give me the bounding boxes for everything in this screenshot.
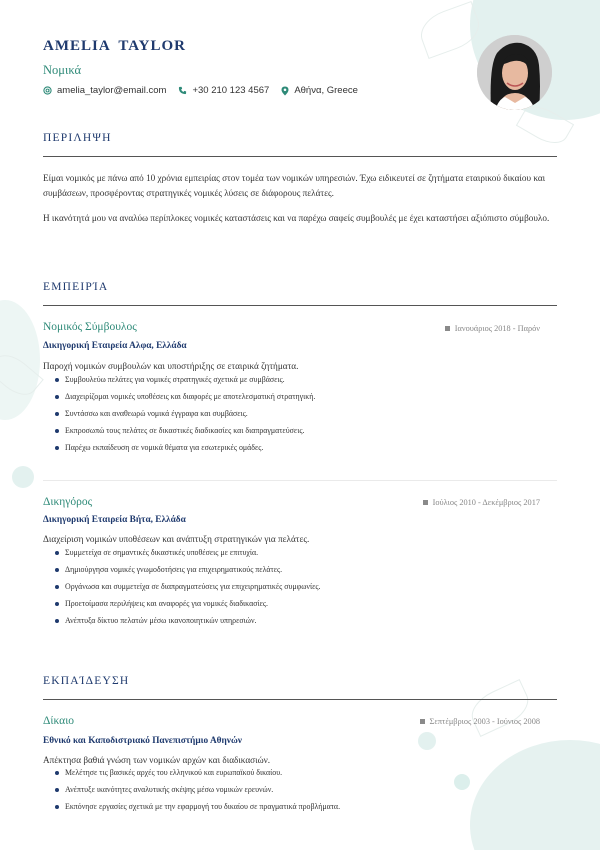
- decor-dot-left: [12, 466, 34, 488]
- list-item: Εκπροσωπώ τους πελάτες σε δικαστικές διαδικασίες και διαπραγματεύσεις.: [55, 425, 315, 442]
- avatar-image: [477, 35, 552, 110]
- list-item: Διαχειρίζομαι νομικές υποθέσεις και διαφορές με αποτελεσματική στρατηγική.: [55, 391, 315, 408]
- job-company: Δικηγορική Εταιρεία Αλφα, Ελλάδα: [43, 341, 187, 351]
- section-title-education: ΕΚΠΑΊΔΕΥΣΗ: [43, 675, 130, 687]
- list-item: Μελέτησε τις βασικές αρχές του ελληνικού και ευρωπαϊκού δικαίου.: [55, 767, 340, 784]
- education-school: Εθνικό και Καποδιστριακό Πανεπιστήμιο Αθηνών: [43, 736, 242, 746]
- list-item: Συντάσσω και αναθεωρώ νομικά έγγραφα και συμβάσεις.: [55, 408, 315, 425]
- list-item: Ανέπτυξε ικανότητες αναλυτικής σκέψης μέσω νομικών ερευνών.: [55, 784, 340, 801]
- decor-dot-bottom-right: [418, 732, 436, 750]
- phone-icon: [178, 86, 187, 95]
- education-degree: Δίκαιο: [43, 715, 75, 727]
- list-item: Συμβουλεύω πελάτες για νομικές στρατηγικές σχετικά με συμβάσεις.: [55, 374, 315, 391]
- contact-location: [281, 85, 358, 96]
- calendar-icon: [445, 326, 450, 331]
- calendar-icon: [420, 719, 425, 724]
- section-divider: [43, 699, 557, 700]
- summary-paragraph-2: Η ικανότητά μου να αναλύω περίπλοκες νομικές καταστάσεις και να παρέχω σαφείς συμβουλές με έχει καταστήσει αξιόπιστο σύμβουλο.: [43, 213, 550, 223]
- job-dates-text: Ιούλιος 2010 - Δεκέμβριος 2017: [432, 498, 540, 507]
- at-icon: [43, 86, 52, 95]
- candidate-role: Νομικά: [43, 63, 82, 77]
- job-title: Δικηγόρος: [43, 496, 93, 508]
- profile-photo: [477, 35, 552, 110]
- section-divider: [43, 305, 557, 306]
- job-title: Νομικός Σύμβουλος: [43, 321, 137, 333]
- list-item: Εκπόνησε εργασίες σχετικά με την εφαρμογή του δικαίου σε πραγματικά προβλήματα.: [55, 801, 340, 818]
- decor-leaf: [0, 347, 44, 402]
- list-item: Συμμετείχα σε σημαντικές δικαστικές υποθέσεις με επιτυχία.: [55, 547, 321, 564]
- job-company: Δικηγορική Εταιρεία Βήτα, Ελλάδα: [43, 515, 186, 525]
- list-item: Παρέχω εκπαίδευση σε νομικά θέματα για εσωτερικές ομάδες.: [55, 442, 315, 459]
- entry-divider: [43, 480, 557, 481]
- job-bullets: [55, 374, 315, 459]
- education-description: Απέκτησα βαθιά γνώση των νομικών αρχών και διαδικασιών.: [43, 755, 271, 765]
- section-divider: [43, 156, 557, 157]
- contact-phone[interactable]: [178, 85, 269, 96]
- decor-dot-bottom-right: [454, 774, 470, 790]
- list-item: Δημιούργησα νομικές γνωμοδοτήσεις για επιχειρηματικούς πελάτες.: [55, 564, 321, 581]
- candidate-name: AMELIA TAYLOR: [43, 38, 187, 54]
- location-text: Αθήνα, Greece: [294, 85, 358, 96]
- job-description: Διαχείριση νομικών υποθέσεων και ανάπτυξη στρατηγικών για πελάτες.: [43, 534, 310, 544]
- calendar-icon: [423, 500, 428, 505]
- email-text: amelia_taylor@email.com: [57, 85, 167, 96]
- section-title-summary: ΠΕΡΙΛΗΨΗ: [43, 132, 112, 144]
- job-dates: [423, 498, 540, 507]
- list-item: Οργάνωσα και συμμετείχα σε διαπραγματεύσεις για επιχειρηματικές συμφωνίες.: [55, 581, 321, 598]
- summary-paragraph-1: Είμαι νομικός με πάνω από 10 χρόνια εμπειρίας στον τομέα των νομικών υπηρεσιών. Έχω ειδικευτεί σε ζητήματα εταιρικού δικαίου και συμβάσεων, προσφέροντας στρατηγικές νομικές λύσεις σε διάφορους πελάτες.: [43, 173, 546, 198]
- job-dates: [445, 324, 540, 333]
- list-item: Ανέπτυξα δίκτυο πελατών μέσω ικανοποιητικών υπηρεσιών.: [55, 615, 321, 632]
- education-dates-text: Σεπτέμβριος 2003 - Ιούνιος 2008: [429, 717, 540, 726]
- phone-text: +30 210 123 4567: [192, 85, 270, 96]
- decor-circle-bottom-right: [470, 740, 600, 850]
- job-description: Παροχή νομικών συμβουλών και υποστήριξης σε εταιρικά ζητήματα.: [43, 361, 299, 371]
- decor-circle-left: [0, 300, 40, 420]
- education-bullets: [55, 767, 340, 818]
- job-dates-text: Ιανουάριος 2018 - Παρόν: [454, 324, 540, 333]
- contact-email[interactable]: [43, 85, 166, 96]
- list-item: Προετοίμασα περιλήψεις και αναφορές για νομικές διαδικασίες.: [55, 598, 321, 615]
- section-title-experience: ΕΜΠΕΙΡΊΑ: [43, 281, 109, 293]
- resume-header: [43, 38, 463, 96]
- contact-info: [43, 85, 463, 96]
- education-dates: [420, 717, 540, 726]
- map-pin-icon: [281, 86, 289, 96]
- job-bullets: [55, 547, 321, 632]
- decor-leaf: [465, 679, 535, 737]
